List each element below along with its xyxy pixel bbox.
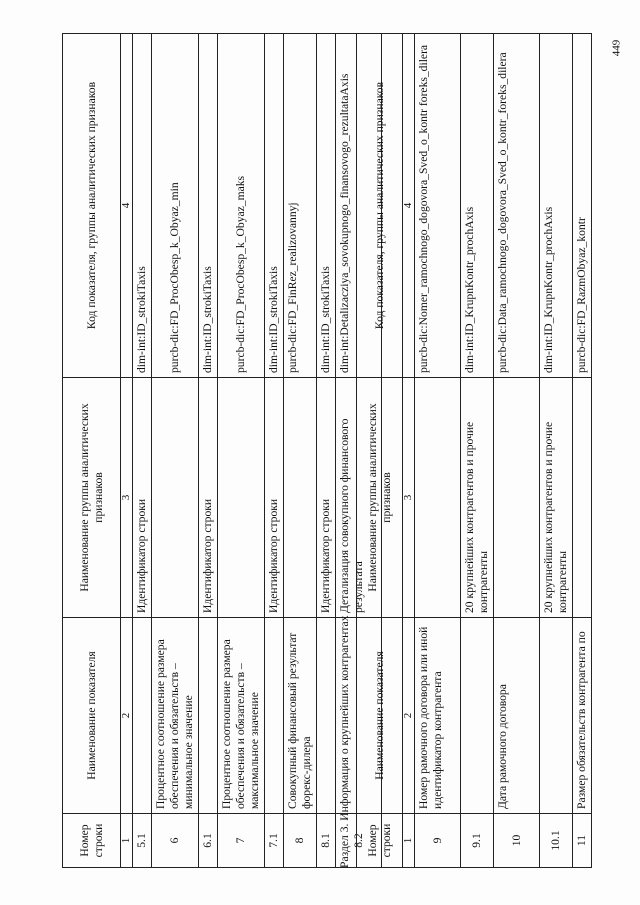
table-row bbox=[415, 34, 461, 868]
row-number: 6 bbox=[152, 814, 199, 868]
row-number: 8.1 bbox=[317, 814, 336, 868]
indicator-code: purcb-dic:Nomer_ramochnogo_dogovora_Sved_o_kontr foreks_dilera bbox=[415, 34, 461, 378]
group-name bbox=[415, 378, 461, 618]
column-index: 1 bbox=[121, 814, 133, 868]
row-number: 6.1 bbox=[199, 814, 218, 868]
table-row bbox=[265, 34, 284, 868]
indicator-code: dim-int:ID_strokiTaxis bbox=[265, 34, 284, 378]
column-index: 1 bbox=[403, 814, 415, 868]
column-index: 3 bbox=[121, 378, 133, 618]
indicator-name: Процентное соотношение размера обеспечения и обязательств – минимальное значение bbox=[152, 618, 199, 814]
rotated-content bbox=[62, 34, 622, 868]
indicator-code: dim-int:ID_strokiTaxis bbox=[133, 34, 152, 378]
indicator-code: purcb-dic:FD_ProcObesp_k_Obyaz_maks bbox=[218, 34, 265, 378]
header-group-name: Наименование группы аналитических признаков bbox=[63, 378, 121, 618]
row-number: 5.1 bbox=[133, 814, 152, 868]
indicator-code: purcb-dic:FD_ProcObesp_k_Obyaz_min bbox=[152, 34, 199, 378]
column-index: 4 bbox=[121, 34, 133, 378]
group-name: Идентификатор строки bbox=[317, 378, 336, 618]
group-name: Идентификатор строки bbox=[199, 378, 218, 618]
indicator-name: Размер обязательств контрагента по bbox=[573, 618, 592, 814]
group-name bbox=[218, 378, 265, 618]
table-row bbox=[317, 34, 336, 868]
table-row bbox=[540, 34, 573, 868]
table-row bbox=[461, 34, 494, 868]
indicator-name: Процентное соотношение размера обеспечения и обязательств – максимальное значение bbox=[218, 618, 265, 814]
group-name: 20 крупнейших контрагентов и прочие контрагенты bbox=[461, 378, 494, 618]
indicator-table-section2 bbox=[62, 33, 382, 868]
group-name: Идентификатор строки bbox=[265, 378, 284, 618]
indicator-name bbox=[265, 618, 284, 814]
indicator-name bbox=[199, 618, 218, 814]
row-number: 8.2 bbox=[336, 814, 382, 868]
table-row bbox=[218, 34, 265, 868]
group-name: Идентификатор строки bbox=[133, 378, 152, 618]
column-index: 4 bbox=[403, 34, 415, 378]
row-number: 10.1 bbox=[540, 814, 573, 868]
column-index: 2 bbox=[403, 618, 415, 814]
group-name: 20 крупнейших контрагентов и прочие контрагенты bbox=[540, 378, 573, 618]
row-number: 10 bbox=[494, 814, 540, 868]
group-name bbox=[573, 378, 592, 618]
group-name bbox=[494, 378, 540, 618]
header-code: Код показателя, группы аналитических признаков bbox=[63, 34, 121, 378]
header-indicator-name: Наименование показателя bbox=[357, 618, 403, 814]
indicator-code: purcb-dic:Data_ramochnogo_dogovora_Sved_o_kontr_foreks_dilera bbox=[494, 34, 540, 378]
indicator-name: Дата рамочного договора bbox=[494, 618, 540, 814]
indicator-code: dim-int:ID_strokiTaxis bbox=[317, 34, 336, 378]
indicator-name bbox=[461, 618, 494, 814]
header-indicator-name: Наименование показателя bbox=[63, 618, 121, 814]
indicator-name bbox=[133, 618, 152, 814]
indicator-code: purcb-dic:FD_FinRez_realizovannyj bbox=[284, 34, 317, 378]
row-number: 11 bbox=[573, 814, 592, 868]
row-number: 7 bbox=[218, 814, 265, 868]
table-row bbox=[133, 34, 152, 868]
header-code: Код показателя, группы аналитических признаков bbox=[357, 34, 403, 378]
indicator-name: Совокупный финансовый результат форекс-дилера bbox=[284, 618, 317, 814]
indicator-name bbox=[540, 618, 573, 814]
row-number: 9.1 bbox=[461, 814, 494, 868]
group-name bbox=[152, 378, 199, 618]
group-name: Детализация совокупного финансового результата bbox=[336, 378, 382, 618]
largest-counterparties-table bbox=[356, 33, 592, 868]
indicator-code: purcb-dic:FD_RazmObyaz_kontr bbox=[573, 34, 592, 378]
table-row bbox=[494, 34, 540, 868]
group-name bbox=[284, 378, 317, 618]
indicator-code: dim-int:ID_strokiTaxis bbox=[199, 34, 218, 378]
row-number: 7.1 bbox=[265, 814, 284, 868]
table-row bbox=[284, 34, 317, 868]
table-row bbox=[573, 34, 592, 868]
header-row-number: Номер строки bbox=[63, 814, 121, 868]
row-number: 9 bbox=[415, 814, 461, 868]
table-row bbox=[152, 34, 199, 868]
table-row bbox=[199, 34, 218, 868]
header-row-number: Номер строки bbox=[357, 814, 403, 868]
indicator-name bbox=[317, 618, 336, 814]
column-index: 3 bbox=[403, 378, 415, 618]
page-number: 449 bbox=[610, 39, 623, 57]
header-group-name: Наименование группы аналитических признаков bbox=[357, 378, 403, 618]
row-number: 8 bbox=[284, 814, 317, 868]
indicator-name: Номер рамочного договора или иной идентификатор контрагента bbox=[415, 618, 461, 814]
indicator-code: dim-int:Detalizacziya_sovokupnogo_finansovogo_rezultataAxis bbox=[336, 34, 382, 378]
section3-caption: Раздел 3. Информация о крупнейших контрагентах bbox=[338, 615, 351, 868]
indicator-code: dim-int:ID_KrupnKontr_prochAxis bbox=[461, 34, 494, 378]
column-index: 2 bbox=[121, 618, 133, 814]
indicator-code: dim-int:ID_KrupnKontr_prochAxis bbox=[540, 34, 573, 378]
